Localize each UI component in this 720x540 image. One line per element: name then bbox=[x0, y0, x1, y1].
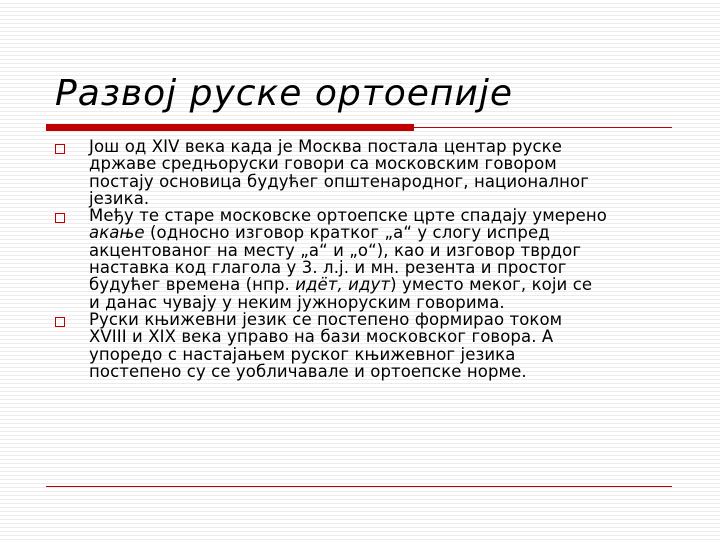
bullet-2-line-2 bbox=[89, 224, 675, 241]
bullet-3-line-1: Руски књижевни језик се постепено формирао током bbox=[89, 309, 563, 329]
square-bullet-icon bbox=[55, 144, 65, 154]
bullet-2-line-4: наставка код глагола у 3. л.ј. и мн. резента и простог bbox=[89, 258, 567, 278]
bullet-3-line-3: упоредо с настајањем руског књижевног језика bbox=[89, 344, 516, 364]
italic-example-verbs: идёт, идут bbox=[295, 275, 391, 295]
bullet-1-line-3: постају основица будућег општенародног, националног bbox=[89, 171, 589, 191]
bullet-3-line-4: постепено су се уобличавале и ортоепске норме. bbox=[89, 361, 527, 381]
bullet-3-line-2: XVIII и XIX века управо на бази московског говора. А bbox=[89, 327, 554, 347]
bullet-2-line-5-pre: будућег времена (нпр. bbox=[89, 275, 296, 295]
bullet-list bbox=[55, 138, 675, 380]
bullet-2-line-6: и данас чувају у неким јужноруским говорима. bbox=[89, 292, 505, 312]
bullet-2-line-1: Међу те старе московске ортоепске црте спадају умерено bbox=[89, 206, 607, 226]
bullet-item-3 bbox=[55, 311, 675, 380]
title-underline-accent bbox=[46, 124, 414, 131]
bullet-2-line-2-rest: (односно изговор кратког „а“ у слогу испред bbox=[144, 223, 550, 243]
bullet-item-2 bbox=[55, 207, 675, 311]
bullet-2-line-3: акцентованог на месту „а“ и „о“), као и изговор тврдог bbox=[89, 240, 582, 260]
italic-term-akanje: акање bbox=[89, 223, 145, 243]
slide-title: Развој руске ортоепије bbox=[55, 73, 513, 114]
square-bullet-icon bbox=[55, 317, 65, 327]
bullet-1-line-1: Још од XIV века када је Москва постала центар руске bbox=[89, 137, 562, 156]
bullet-2-line-5-post: ) уместо меког, који се bbox=[390, 275, 593, 295]
bullet-item-1 bbox=[55, 138, 675, 207]
bullet-2-line-5 bbox=[89, 276, 675, 293]
footer-rule bbox=[46, 486, 672, 487]
bullet-1-line-4: језика. bbox=[89, 188, 150, 208]
bullet-1-line-2: државе средњоруски говори са московским говором bbox=[89, 154, 557, 174]
square-bullet-icon bbox=[55, 213, 65, 223]
